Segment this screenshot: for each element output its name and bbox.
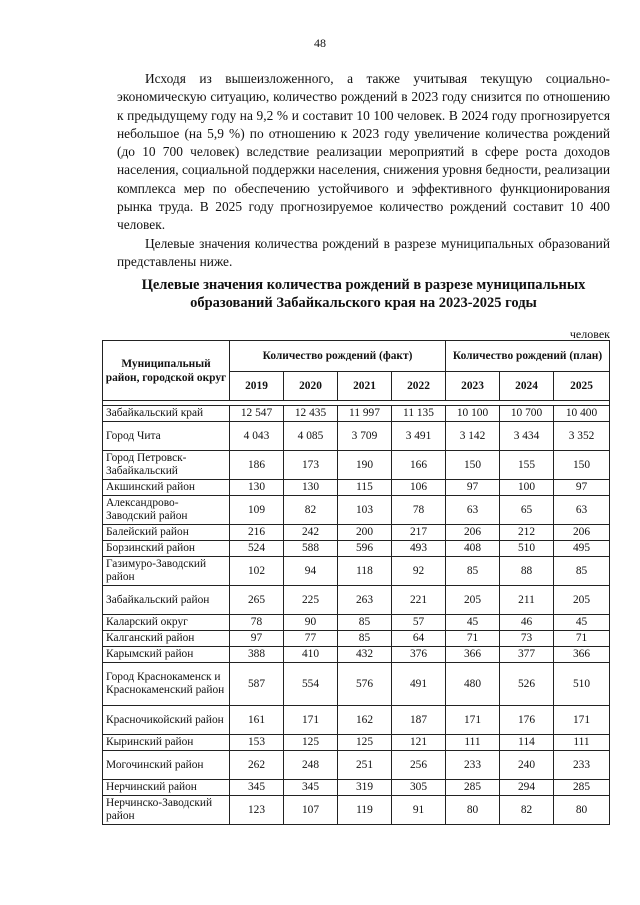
births-value: 78: [230, 615, 284, 631]
births-value: 57: [392, 615, 446, 631]
births-value: 345: [284, 780, 338, 796]
births-value: 85: [446, 557, 500, 586]
births-value: 345: [230, 780, 284, 796]
births-value: 155: [500, 451, 554, 480]
births-value: 366: [554, 647, 610, 663]
births-value: 80: [554, 796, 610, 825]
births-value: 294: [500, 780, 554, 796]
births-value: 78: [392, 496, 446, 525]
births-value: 102: [230, 557, 284, 586]
births-value: 432: [338, 647, 392, 663]
births-value: 319: [338, 780, 392, 796]
table-row: [103, 796, 610, 825]
paragraph: Целевые значения количества рождений в разрезе муниципальных образований представлены ниже.: [117, 235, 610, 269]
births-value: 388: [230, 647, 284, 663]
births-value: 225: [284, 586, 338, 615]
area-name: Балейский район: [103, 525, 230, 541]
table-row: [103, 647, 610, 663]
births-value: 587: [230, 663, 284, 706]
births-value: 94: [284, 557, 338, 586]
births-value: 162: [338, 706, 392, 735]
births-value: 150: [446, 451, 500, 480]
table-body: [103, 406, 610, 825]
births-value: 100: [500, 480, 554, 496]
births-value: 285: [446, 780, 500, 796]
table-row: [103, 422, 610, 451]
births-value: 242: [284, 525, 338, 541]
births-value: 97: [554, 480, 610, 496]
births-value: 408: [446, 541, 500, 557]
table-row: [103, 706, 610, 735]
table-row: [103, 735, 610, 751]
area-name: Могочинский район: [103, 751, 230, 780]
births-value: 262: [230, 751, 284, 780]
births-value: 524: [230, 541, 284, 557]
births-value: 510: [500, 541, 554, 557]
births-value: 206: [446, 525, 500, 541]
births-value: 200: [338, 525, 392, 541]
births-value: 173: [284, 451, 338, 480]
area-name: Нерчинский район: [103, 780, 230, 796]
births-value: 240: [500, 751, 554, 780]
table-row: [103, 541, 610, 557]
births-value: 176: [500, 706, 554, 735]
births-value: 11 997: [338, 406, 392, 422]
births-value: 212: [500, 525, 554, 541]
page-number: 48: [314, 36, 326, 50]
births-value: 111: [446, 735, 500, 751]
year-header: 2024: [500, 372, 554, 401]
births-value: 103: [338, 496, 392, 525]
births-value: 186: [230, 451, 284, 480]
births-value: 554: [284, 663, 338, 706]
area-name: Кыринский район: [103, 735, 230, 751]
header-fact: Количество рождений (факт): [230, 341, 446, 372]
area-name: Забайкальский край: [103, 406, 230, 422]
table-row: [103, 663, 610, 706]
births-value: 190: [338, 451, 392, 480]
births-value: 3 491: [392, 422, 446, 451]
births-value: 63: [446, 496, 500, 525]
area-name: Город Петровск-Забайкальский: [103, 451, 230, 480]
births-value: 153: [230, 735, 284, 751]
births-value: 12 435: [284, 406, 338, 422]
table-row: [103, 751, 610, 780]
births-value: 205: [446, 586, 500, 615]
births-value: 171: [446, 706, 500, 735]
births-value: 4 043: [230, 422, 284, 451]
area-name: Карымский район: [103, 647, 230, 663]
year-header: 2022: [392, 372, 446, 401]
births-value: 107: [284, 796, 338, 825]
births-value: 10 400: [554, 406, 610, 422]
births-table: [102, 340, 610, 825]
body-text: [117, 70, 610, 271]
table-row: [103, 451, 610, 480]
area-name: Красночикойский район: [103, 706, 230, 735]
births-value: 65: [500, 496, 554, 525]
area-name: Газимуро-Заводский район: [103, 557, 230, 586]
births-value: 130: [230, 480, 284, 496]
births-value: 10 700: [500, 406, 554, 422]
table-row: [103, 780, 610, 796]
births-value: 480: [446, 663, 500, 706]
births-value: 125: [338, 735, 392, 751]
births-value: 10 100: [446, 406, 500, 422]
area-name: Город Краснокаменск и Краснокаменский район: [103, 663, 230, 706]
births-value: 366: [446, 647, 500, 663]
births-value: 123: [230, 796, 284, 825]
births-value: 206: [554, 525, 610, 541]
births-value: 410: [284, 647, 338, 663]
births-value: 150: [554, 451, 610, 480]
area-name: Нерчинско-Заводский район: [103, 796, 230, 825]
area-name: Калганский район: [103, 631, 230, 647]
table-row: [103, 557, 610, 586]
births-value: 82: [284, 496, 338, 525]
births-value: 71: [554, 631, 610, 647]
table-row: [103, 480, 610, 496]
table-title: Целевые значения количества рождений в разрезе муниципальных образований Забайкальского края на 2023-2025 годы: [141, 277, 586, 311]
year-header: 2021: [338, 372, 392, 401]
births-value: 91: [392, 796, 446, 825]
year-header: 2023: [446, 372, 500, 401]
area-name: Александрово-Заводский район: [103, 496, 230, 525]
births-value: 233: [554, 751, 610, 780]
births-value: 495: [554, 541, 610, 557]
births-value: 80: [446, 796, 500, 825]
births-value: 85: [554, 557, 610, 586]
births-value: 211: [500, 586, 554, 615]
births-value: 265: [230, 586, 284, 615]
births-value: 97: [230, 631, 284, 647]
area-name: Каларский округ: [103, 615, 230, 631]
header-plan: Количество рождений (план): [446, 341, 610, 372]
births-value: 171: [284, 706, 338, 735]
births-value: 171: [554, 706, 610, 735]
births-value: 63: [554, 496, 610, 525]
births-value: 576: [338, 663, 392, 706]
births-value: 263: [338, 586, 392, 615]
births-value: 114: [500, 735, 554, 751]
year-header: 2019: [230, 372, 284, 401]
year-header: 2025: [554, 372, 610, 401]
births-value: 45: [554, 615, 610, 631]
births-value: 305: [392, 780, 446, 796]
births-value: 205: [554, 586, 610, 615]
births-value: 3 434: [500, 422, 554, 451]
births-value: 248: [284, 751, 338, 780]
births-value: 119: [338, 796, 392, 825]
births-value: 82: [500, 796, 554, 825]
births-value: 493: [392, 541, 446, 557]
births-value: 85: [338, 615, 392, 631]
births-value: 217: [392, 525, 446, 541]
births-value: 45: [446, 615, 500, 631]
year-header: 2020: [284, 372, 338, 401]
header-area: Муниципальный район, городской округ: [103, 341, 230, 401]
births-value: 377: [500, 647, 554, 663]
paragraph: Исходя из вышеизложенного, а также учитывая текущую социально-экономическую ситуацию, количество рождений в 2023 году снизится по отношению к предыдущему году на 9,2 % и составит 10 100 человек. В 2024 году прогнозируется небольшое (на 5,9 %) по отношению к 2023 году увеличение количества рождений (до 10 700 человек) вследствие реализации мероприятий в сфере роста доходов населения, социальной поддержки населения, снижения уровня бедности, реализации комплекса мер по обеспечению устойчивого и эффективного функционирования рынка труда. В 2025 году прогнозируемое количество рождений составит 10 400 человек.: [117, 71, 610, 233]
births-value: 3 709: [338, 422, 392, 451]
table-row: [103, 496, 610, 525]
births-value: 166: [392, 451, 446, 480]
births-value: 285: [554, 780, 610, 796]
births-value: 109: [230, 496, 284, 525]
area-name: Город Чита: [103, 422, 230, 451]
births-value: 187: [392, 706, 446, 735]
births-value: 251: [338, 751, 392, 780]
births-value: 90: [284, 615, 338, 631]
area-name: Борзинский район: [103, 541, 230, 557]
births-value: 161: [230, 706, 284, 735]
births-value: 106: [392, 480, 446, 496]
births-value: 77: [284, 631, 338, 647]
births-value: 596: [338, 541, 392, 557]
births-value: 46: [500, 615, 554, 631]
table-row: [103, 406, 610, 422]
births-value: 85: [338, 631, 392, 647]
area-name: Забайкальский район: [103, 586, 230, 615]
births-value: 64: [392, 631, 446, 647]
table-row: [103, 615, 610, 631]
births-value: 216: [230, 525, 284, 541]
births-value: 233: [446, 751, 500, 780]
births-value: 3 142: [446, 422, 500, 451]
births-value: 73: [500, 631, 554, 647]
area-name: Акшинский район: [103, 480, 230, 496]
births-value: 111: [554, 735, 610, 751]
births-value: 256: [392, 751, 446, 780]
births-value: 130: [284, 480, 338, 496]
births-value: 92: [392, 557, 446, 586]
table-row: [103, 586, 610, 615]
table-row: [103, 525, 610, 541]
births-value: 115: [338, 480, 392, 496]
births-value: 376: [392, 647, 446, 663]
births-value: 526: [500, 663, 554, 706]
births-value: 118: [338, 557, 392, 586]
births-value: 4 085: [284, 422, 338, 451]
births-value: 125: [284, 735, 338, 751]
births-value: 221: [392, 586, 446, 615]
births-value: 491: [392, 663, 446, 706]
births-value: 510: [554, 663, 610, 706]
births-value: 71: [446, 631, 500, 647]
births-value: 97: [446, 480, 500, 496]
births-value: 3 352: [554, 422, 610, 451]
births-value: 88: [500, 557, 554, 586]
births-value: 121: [392, 735, 446, 751]
births-value: 12 547: [230, 406, 284, 422]
births-value: 11 135: [392, 406, 446, 422]
births-value: 588: [284, 541, 338, 557]
unit-label: человек: [569, 327, 610, 341]
table-row: [103, 631, 610, 647]
